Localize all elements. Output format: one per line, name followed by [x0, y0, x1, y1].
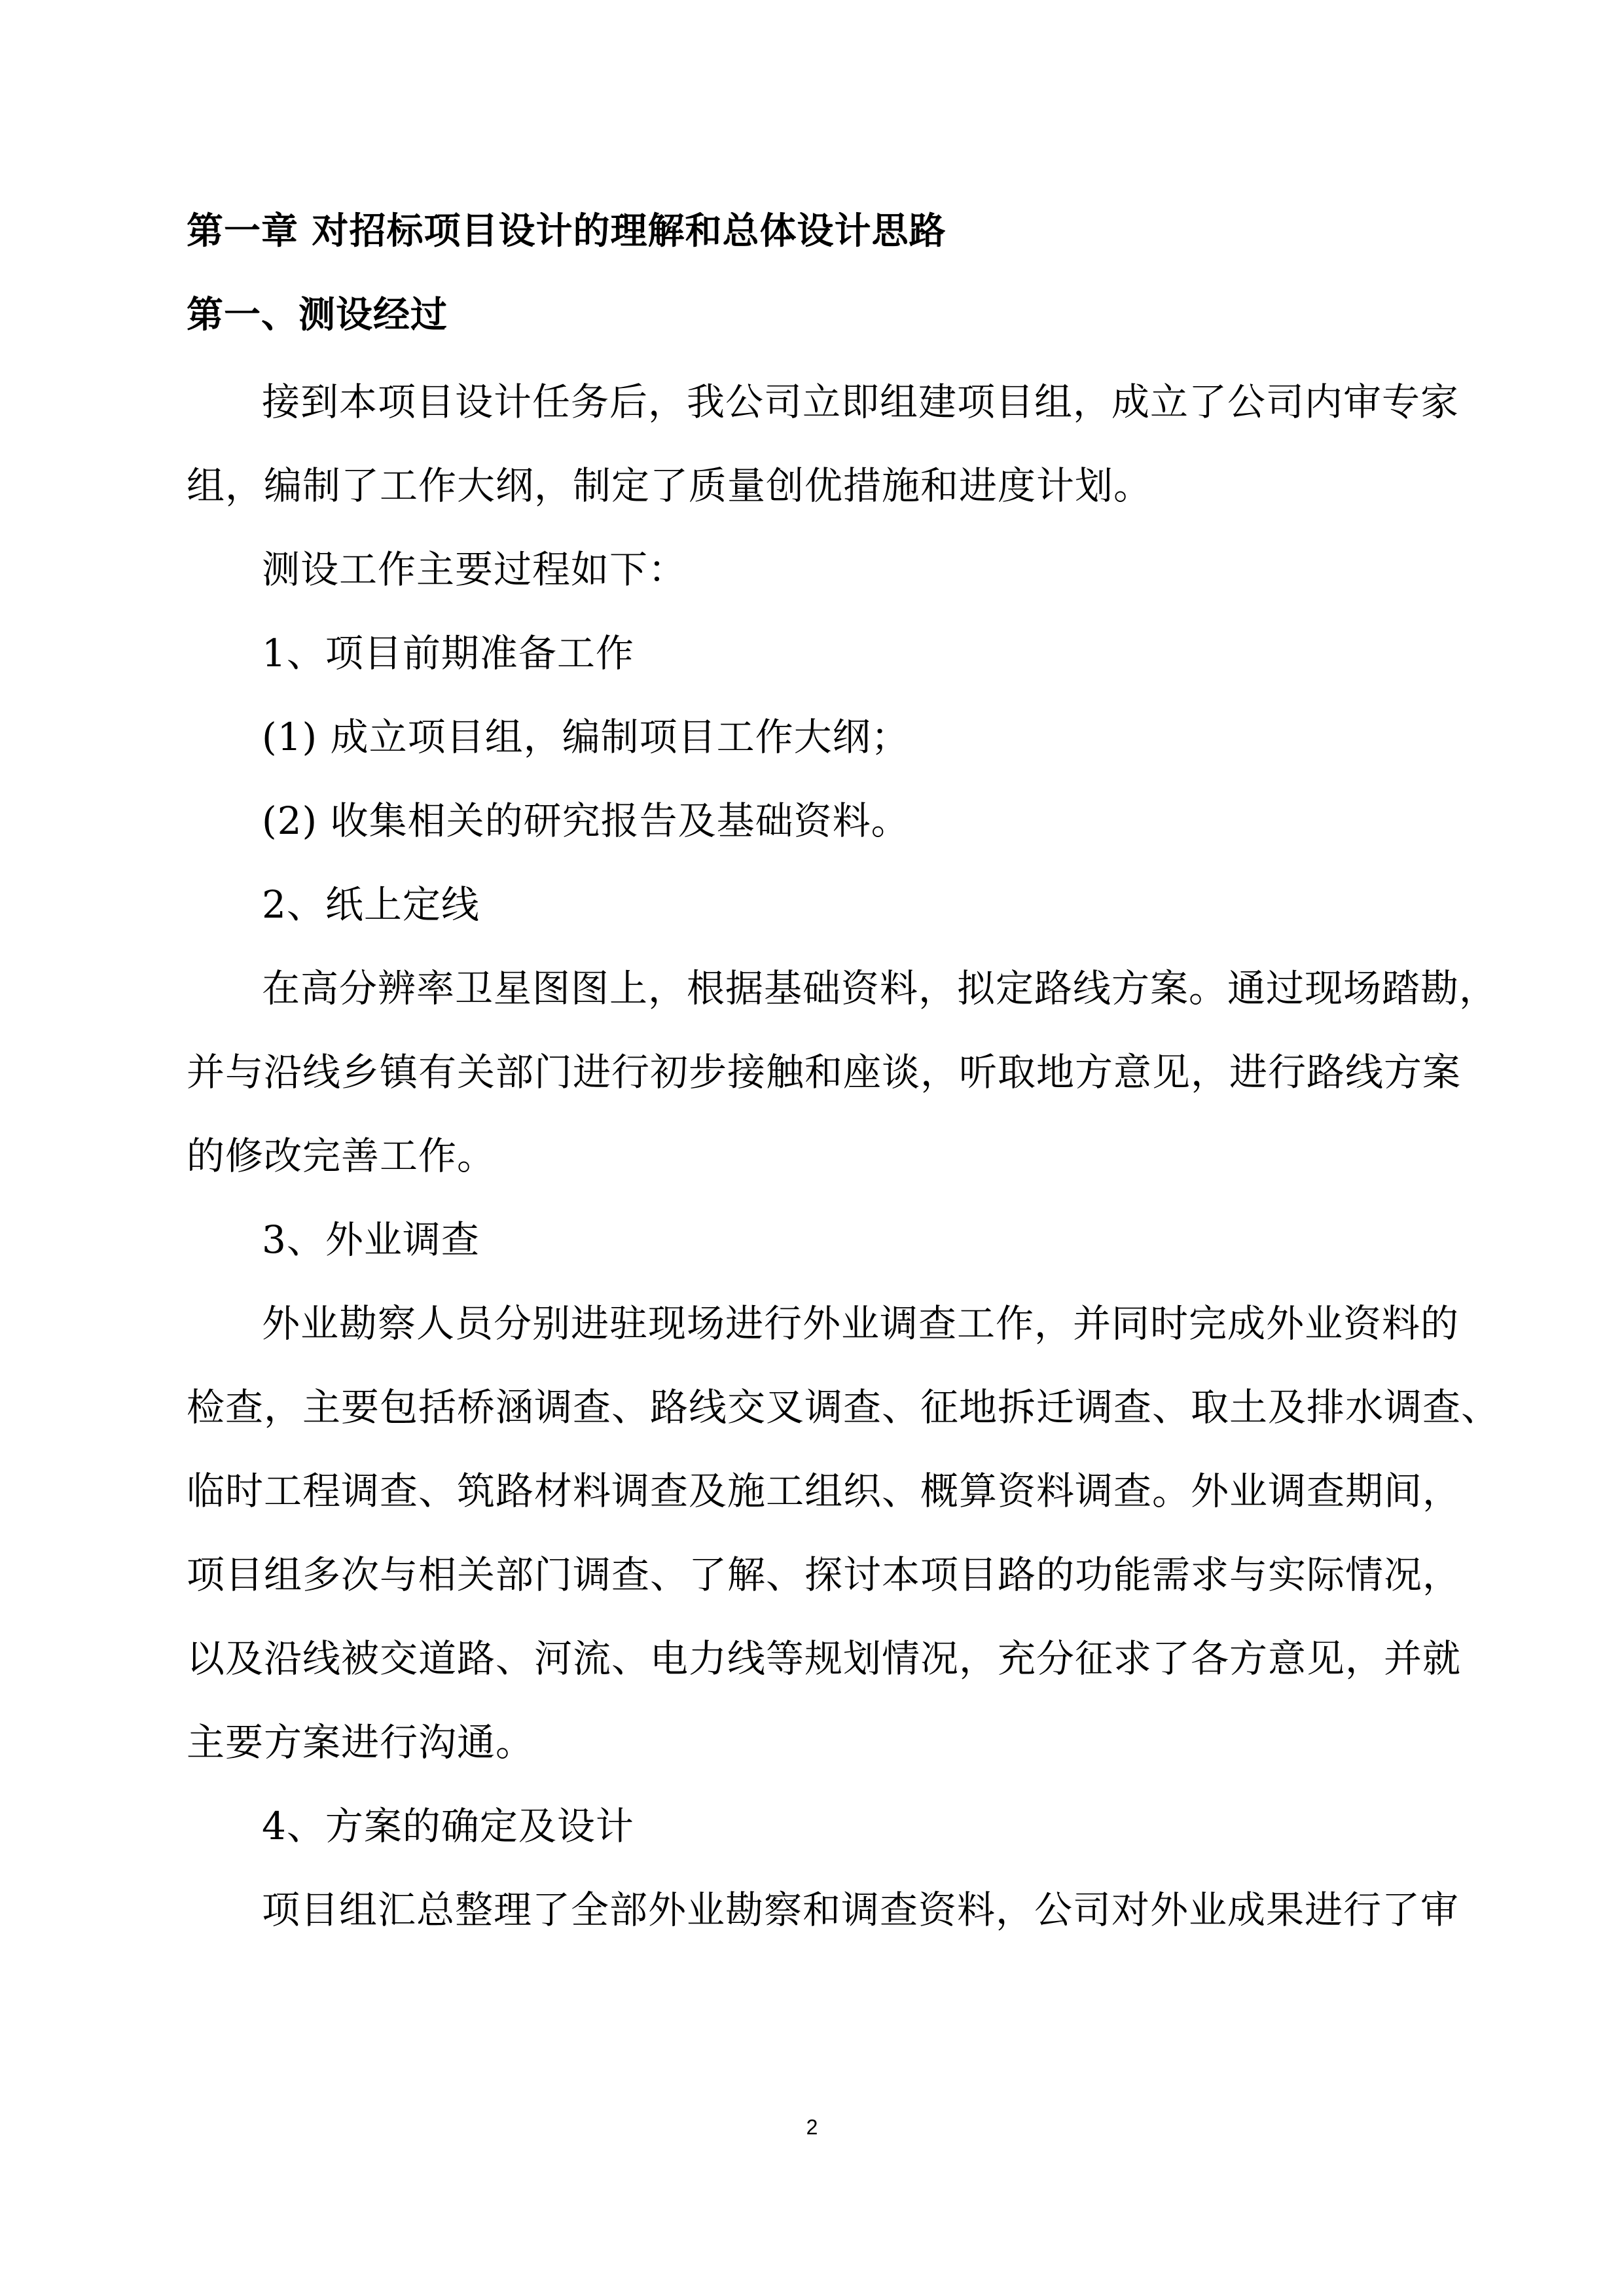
list-item: 1、项目前期准备工作 — [262, 631, 634, 675]
paragraph-line: 临时工程调查、筑路材料调查及施工组织、概算资料调查。外业调查期间， — [187, 1469, 1462, 1513]
section-title: 第一、测设经过 — [187, 294, 448, 336]
paragraph-line: 外业勘察人员分别进驻现场进行外业调查工作，并同时完成外业资料的 — [262, 1301, 1460, 1346]
paragraph-line: 的修改完善工作。 — [187, 1134, 496, 1178]
list-item: (2) 收集相关的研究报告及基础资料。 — [262, 798, 910, 843]
paragraph-line: 在高分辨率卫星图图上，根据基础资料，拟定路线方案。通过现场踏勘， — [262, 966, 1498, 1011]
list-item: 4、方案的确定及设计 — [262, 1804, 634, 1848]
paragraph-line: 测设工作主要过程如下： — [262, 547, 687, 592]
paragraph-line: 组，编制了工作大纲，制定了质量创优措施和进度计划。 — [187, 463, 1153, 508]
chapter-title: 第一章 对招标项目设计的理解和总体设计思路 — [187, 210, 947, 253]
list-item: (1) 成立项目组，编制项目工作大纲； — [262, 715, 910, 759]
paragraph-line: 主要方案进行沟通。 — [187, 1720, 535, 1765]
list-item: 2、纸上定线 — [262, 882, 480, 927]
list-item: 3、外业调查 — [262, 1217, 480, 1262]
paragraph-line: 接到本项目设计任务后，我公司立即组建项目组，成立了公司内审专家 — [262, 380, 1460, 424]
paragraph-line: 检查，主要包括桥涵调查、路线交叉调查、征地拆迁调查、取土及排水调查、 — [187, 1385, 1500, 1429]
paragraph-line: 项目组汇总整理了全部外业勘察和调查资料，公司对外业成果进行了审 — [262, 1888, 1460, 1932]
paragraph-line: 以及沿线被交道路、河流、电力线等规划情况，充分征求了各方意见，并就 — [187, 1636, 1462, 1681]
paragraph-line: 项目组多次与相关部门调查、了解、探讨本项目路的功能需求与实际情况， — [187, 1552, 1462, 1597]
page-number: 2 — [806, 2115, 818, 2139]
paragraph-line: 并与沿线乡镇有关部门进行初步接触和座谈，听取地方意见，进行路线方案 — [187, 1050, 1462, 1094]
